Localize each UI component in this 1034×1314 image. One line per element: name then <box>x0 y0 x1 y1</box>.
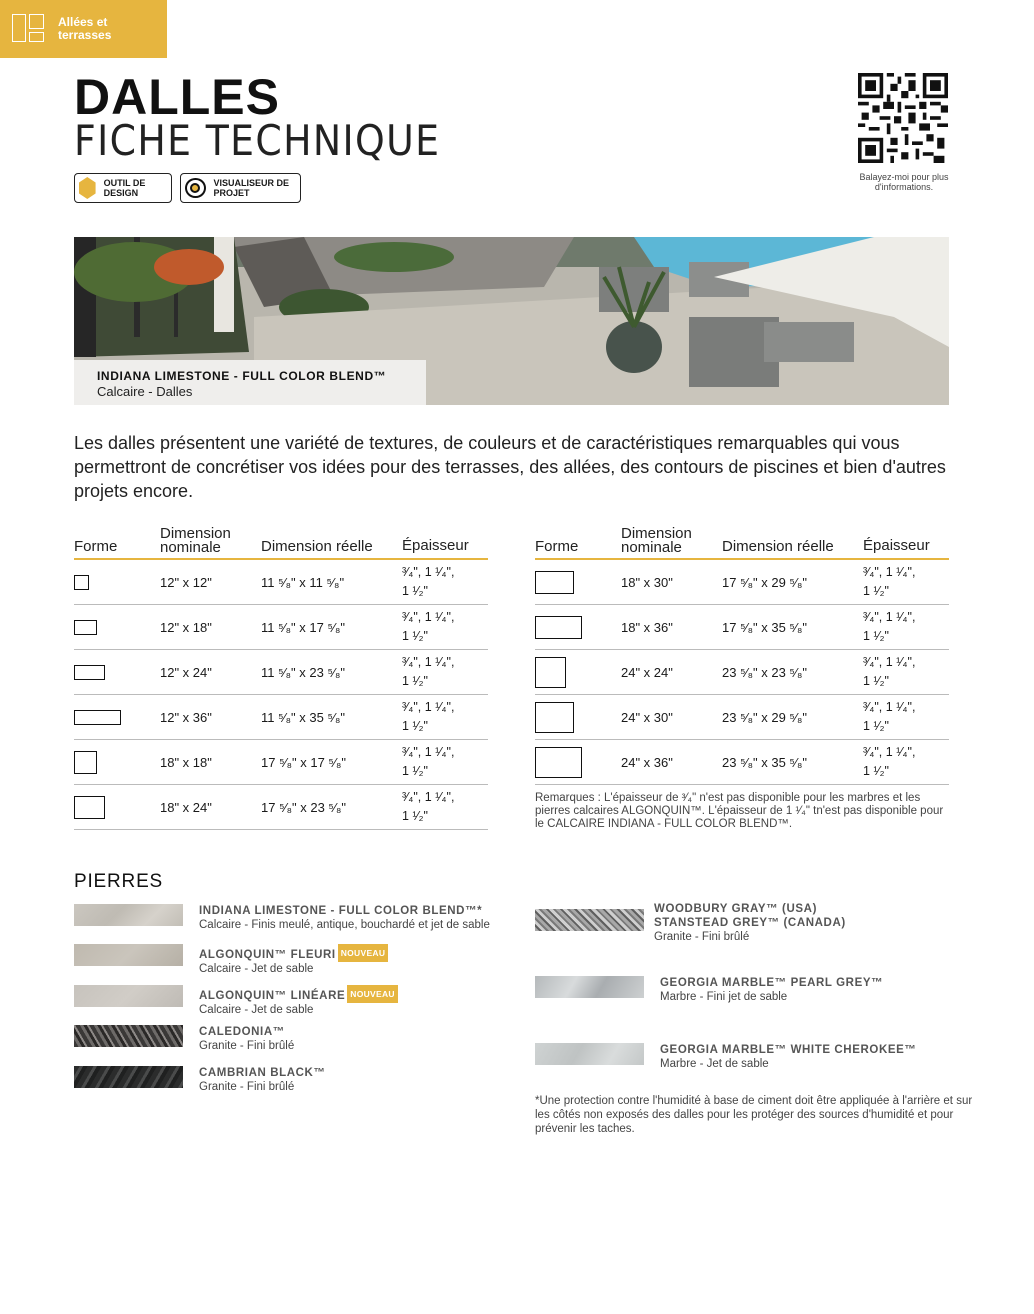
intro-paragraph: Les dalles présentent une variété de textures, de couleurs et de caractéristiques remarquables qui vous permettront de concrétiser vos idées pour des terrasses, des allées, des contours de piscines et bien d'autres projets encore. <box>74 433 946 501</box>
thickness <box>863 698 949 736</box>
design-tool-label: OUTIL DE DESIGN <box>103 178 146 198</box>
real-size: 17 ⁵⁄₈" x 17 ⁵⁄₈" <box>261 754 346 770</box>
real-size: 17 ⁵⁄₈" x 35 ⁵⁄₈" <box>722 619 807 635</box>
col-dim-nominale: Dimension nominale <box>621 525 692 556</box>
shape-rect-icon <box>535 747 582 778</box>
table-note: Remarques : L'épaisseur de ³⁄₄" n'est pas disponible pour les marbres et les pierres calcaires ALGONQUIN™. L'épaisseur de 1 ¹⁄₄" tn'est pas disponible pour le CALCAIRE INDIANA - FULL COLOR BLEND™. <box>535 792 944 830</box>
thickness-line-1: ³⁄₄", 1 ¹⁄₄", <box>863 700 916 714</box>
stone-swatch <box>74 985 183 1007</box>
shape-rect-icon <box>74 796 105 819</box>
stone-description: Marbre - Jet de sable <box>660 1058 769 1070</box>
stone-name: CALEDONIA™ <box>199 1026 285 1038</box>
col-forme: Forme <box>535 538 579 555</box>
col-dim-reelle: Dimension réelle <box>722 538 834 555</box>
shape-rect-icon <box>535 702 574 733</box>
stone-swatch <box>74 904 183 926</box>
col-epaisseur: Épaisseur <box>863 537 930 554</box>
stone-swatch <box>74 944 183 966</box>
stone-name <box>199 944 388 962</box>
nominal-size: 12" x 24" <box>160 664 212 680</box>
stones-section-title: PIERRES <box>74 871 164 892</box>
nominal-size: 24" x 24" <box>621 664 673 680</box>
thickness-line-1: ³⁄₄", 1 ¹⁄₄", <box>863 610 916 624</box>
stone-swatch <box>535 909 644 931</box>
table-row <box>535 605 949 650</box>
real-size: 23 ⁵⁄₈" x 23 ⁵⁄₈" <box>722 664 807 680</box>
new-badge: NOUVEAU <box>347 985 398 1003</box>
nominal-size: 18" x 36" <box>621 619 673 635</box>
shape-rect-icon <box>74 710 121 725</box>
shape-rect-icon <box>535 571 574 594</box>
stone-item <box>535 1043 916 1071</box>
thickness <box>402 653 488 691</box>
stone-swatch <box>535 976 644 998</box>
thickness <box>863 743 949 781</box>
thickness-line-1: ³⁄₄", 1 ¹⁄₄", <box>402 565 455 579</box>
stone-description: Calcaire - Finis meulé, antique, bouchardé et jet de sable <box>199 919 490 931</box>
table-row <box>535 560 949 605</box>
qr-code[interactable] <box>858 73 948 163</box>
col-dim-reelle: Dimension réelle <box>261 538 373 555</box>
thickness-line-1: ³⁄₄", 1 ¹⁄₄", <box>402 790 455 804</box>
stone-item <box>535 902 846 944</box>
table-row <box>74 605 488 650</box>
nominal-size: 18" x 18" <box>160 754 212 770</box>
table-row <box>74 695 488 740</box>
stone-swatch <box>74 1025 183 1047</box>
table-row <box>74 785 488 830</box>
real-size: 17 ⁵⁄₈" x 29 ⁵⁄₈" <box>722 574 807 590</box>
thickness-line-1: ³⁄₄", 1 ¹⁄₄", <box>402 610 455 624</box>
thickness-line-1: ³⁄₄", 1 ¹⁄₄", <box>863 745 916 759</box>
real-size: 17 ⁵⁄₈" x 23 ⁵⁄₈" <box>261 799 346 815</box>
real-size: 23 ⁵⁄₈" x 29 ⁵⁄₈" <box>722 709 807 725</box>
thickness-line-2: 1 ¹⁄₂" <box>402 629 428 643</box>
thickness <box>402 563 488 601</box>
layout-icon <box>12 14 48 44</box>
category-tab[interactable] <box>0 0 167 58</box>
thickness-line-1: ³⁄₄", 1 ¹⁄₄", <box>402 700 455 714</box>
thickness <box>402 743 488 781</box>
page-subtitle: FICHE TECHNIQUE <box>74 116 441 165</box>
stone-item <box>535 976 883 1004</box>
col-epaisseur: Épaisseur <box>402 537 469 554</box>
stone-name: GEORGIA MARBLE™ WHITE CHEROKEE™ <box>660 1044 917 1056</box>
nominal-size: 18" x 30" <box>621 574 673 590</box>
stone-name <box>199 985 398 1003</box>
stone-name-text: ALGONQUIN™ LINÉARE <box>199 990 346 1002</box>
stone-description: Granite - Fini brûlé <box>199 1081 295 1093</box>
thickness-line-2: 1 ¹⁄₂" <box>402 719 428 733</box>
table-row <box>74 560 488 605</box>
thickness-line-2: 1 ¹⁄₂" <box>863 719 889 733</box>
table-header <box>535 527 949 560</box>
nominal-size: 24" x 36" <box>621 754 673 770</box>
qr-caption: Balayez-moi pour plus d'informations. <box>859 172 949 192</box>
thickness <box>402 788 488 826</box>
hero-product-subtitle: Calcaire - Dalles <box>97 384 193 399</box>
nominal-size: 24" x 30" <box>621 709 673 725</box>
thickness <box>402 608 488 646</box>
stone-description: Calcaire - Jet de sable <box>199 1004 314 1016</box>
thickness-line-2: 1 ¹⁄₂" <box>863 674 889 688</box>
hero-product-name: INDIANA LIMESTONE - FULL COLOR BLEND™ <box>97 369 387 383</box>
thickness <box>863 653 949 691</box>
shape-square-icon <box>74 575 89 590</box>
stone-name: CAMBRIAN BLACK™ <box>199 1067 326 1079</box>
stone-description: Granite - Fini brûlé <box>199 1040 295 1052</box>
shape-square-icon <box>535 657 566 688</box>
thickness-line-2: 1 ¹⁄₂" <box>402 809 428 823</box>
table-row <box>535 650 949 695</box>
col-dim-nominale: Dimension nominale <box>160 525 231 556</box>
hero-image <box>74 237 949 405</box>
thickness <box>863 563 949 601</box>
col-forme: Forme <box>74 538 118 555</box>
real-size: 11 ⁵⁄₈" x 23 ⁵⁄₈" <box>261 664 346 680</box>
design-tool-badge[interactable] <box>74 173 172 203</box>
table-row <box>535 695 949 740</box>
thickness-line-1: ³⁄₄", 1 ¹⁄₄", <box>863 655 916 669</box>
stone-item <box>74 985 398 1017</box>
new-badge: NOUVEAU <box>338 944 389 962</box>
nominal-size: 18" x 24" <box>160 799 212 815</box>
footnote: *Une protection contre l'humidité à base de ciment doit être appliquée à l'arrière et sur les côtés non exposés des dalles pour les protéger des sources d'humidité et pour prévenir les taches. <box>535 1095 973 1135</box>
thickness-line-2: 1 ¹⁄₂" <box>863 764 889 778</box>
stone-item <box>74 1025 294 1053</box>
table-row <box>74 650 488 695</box>
real-size: 11 ⁵⁄₈" x 11 ⁵⁄₈" <box>261 574 345 590</box>
stone-name-alt: STANSTEAD GREY™ (CANADA) <box>654 917 846 929</box>
stone-name: WOODBURY GRAY™ (USA) <box>654 903 817 915</box>
table-row <box>74 740 488 785</box>
thickness-line-1: ³⁄₄", 1 ¹⁄₄", <box>402 745 455 759</box>
stone-description: Granite - Fini brûlé <box>654 931 750 943</box>
thickness-line-2: 1 ¹⁄₂" <box>863 584 889 598</box>
nominal-size: 12" x 36" <box>160 709 212 725</box>
stone-swatch <box>535 1043 644 1065</box>
thickness-line-2: 1 ¹⁄₂" <box>402 764 428 778</box>
project-visualizer-badge[interactable] <box>180 173 301 203</box>
shape-rect-icon <box>74 620 97 635</box>
stone-description: Marbre - Fini jet de sable <box>660 991 788 1003</box>
thickness-line-2: 1 ¹⁄₂" <box>402 584 428 598</box>
stone-item <box>74 904 490 932</box>
stone-item <box>74 944 388 976</box>
thickness <box>402 698 488 736</box>
shape-square-icon <box>74 751 97 774</box>
thickness-line-1: ³⁄₄", 1 ¹⁄₄", <box>863 565 916 579</box>
nominal-size: 12" x 18" <box>160 619 212 635</box>
stone-description: Calcaire - Jet de sable <box>199 963 314 975</box>
real-size: 11 ⁵⁄₈" x 17 ⁵⁄₈" <box>261 619 346 635</box>
table-header <box>74 527 488 560</box>
dimensions-table-right <box>535 527 949 785</box>
stone-name: GEORGIA MARBLE™ PEARL GREY™ <box>660 977 884 989</box>
table-row <box>535 740 949 785</box>
real-size: 11 ⁵⁄₈" x 35 ⁵⁄₈" <box>261 709 346 725</box>
project-visualizer-label: VISUALISEUR DE PROJET <box>213 178 290 198</box>
thickness-line-2: 1 ¹⁄₂" <box>863 629 889 643</box>
stone-name-text: ALGONQUIN™ FLEURI <box>199 949 336 961</box>
page-title: DALLES <box>74 69 280 125</box>
cube-icon <box>79 177 96 199</box>
real-size: 23 ⁵⁄₈" x 35 ⁵⁄₈" <box>722 754 807 770</box>
stone-name: INDIANA LIMESTONE - FULL COLOR BLEND™* <box>199 905 483 917</box>
thickness-line-1: ³⁄₄", 1 ¹⁄₄", <box>402 655 455 669</box>
stone-item <box>74 1066 326 1094</box>
stone-swatch <box>74 1066 183 1088</box>
nominal-size: 12" x 12" <box>160 574 212 590</box>
shape-rect-icon <box>74 665 105 680</box>
dimensions-table-left <box>74 527 488 830</box>
thickness-line-2: 1 ¹⁄₂" <box>402 674 428 688</box>
hero-caption <box>74 360 426 405</box>
shape-rect-icon <box>535 616 582 639</box>
category-label: Allées et terrasses <box>58 15 112 42</box>
eye-icon <box>185 178 206 198</box>
thickness <box>863 608 949 646</box>
